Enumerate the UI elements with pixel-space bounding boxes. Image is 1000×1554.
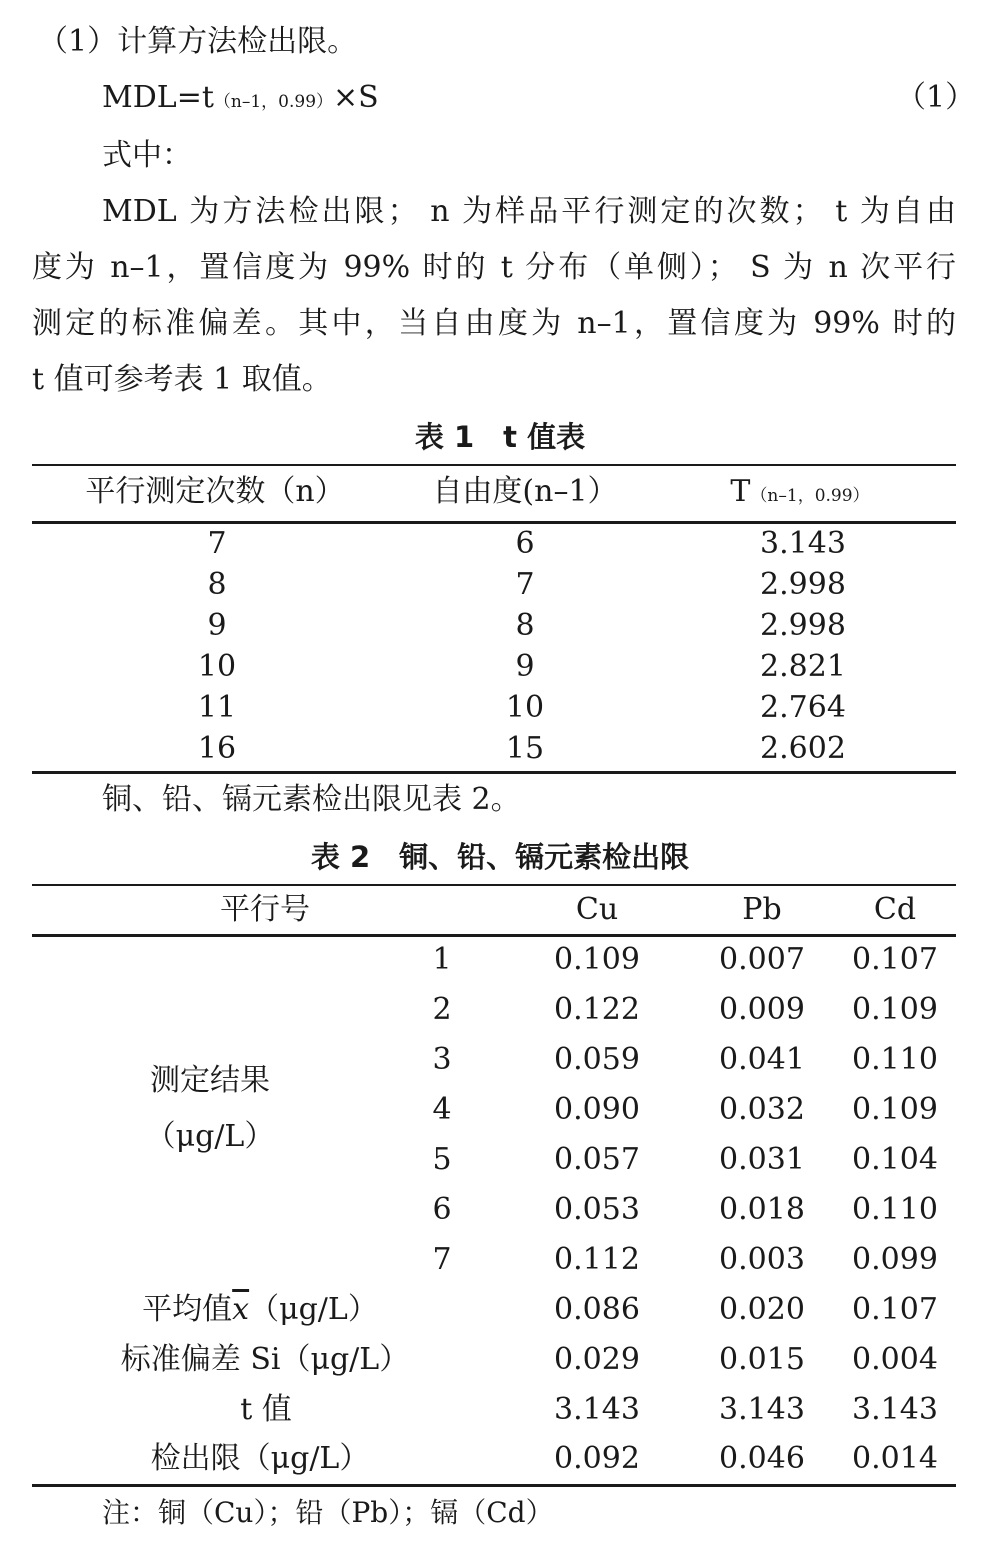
table2-row-index: 1	[432, 942, 452, 977]
formula	[102, 78, 379, 122]
table2-t-label: t 值	[240, 1392, 292, 1427]
table2-cell-cd: 0.107	[852, 942, 938, 977]
table1-cell: 16	[197, 731, 237, 766]
table2-header-rule	[32, 934, 956, 937]
table2-cell-cu: 0.029	[554, 1342, 640, 1377]
table1-cell: 9	[515, 649, 535, 684]
table1-cell: 15	[505, 731, 545, 766]
table2-cell-cu: 0.086	[554, 1292, 640, 1327]
formula-number: （1）	[896, 80, 976, 115]
table2-cell-cu: 0.109	[554, 942, 640, 977]
table2-cell-cd: 0.107	[852, 1292, 938, 1327]
table2-row-index: 3	[432, 1042, 452, 1077]
table2-cell-pb: 0.015	[719, 1342, 805, 1377]
table2-cell-cd: 0.110	[852, 1042, 938, 1077]
formula-lhs: MDL=t	[102, 80, 214, 115]
table1-cell: 11	[197, 690, 237, 725]
table1-header-t-sub: （n–1，0.99）	[750, 486, 870, 506]
table2-group-label-line2: （μg/L）	[145, 1119, 275, 1154]
table2-cell-cd: 0.110	[852, 1192, 938, 1227]
mean-symbol: $\overline{x}$	[232, 1292, 250, 1327]
table2-note: 注：铜（Cu）；铅（Pb）；镉（Cd）	[102, 1496, 554, 1529]
table1-cell: 8	[207, 567, 227, 602]
table2-top-rule	[32, 884, 956, 886]
table2-cell-cu: 0.059	[554, 1042, 640, 1077]
table1-header-t-main: T	[730, 474, 751, 509]
paragraph-line-2: 度为 n–1，置信度为 99% 时的 t 分布（单侧）； S 为 n 次平行	[32, 250, 956, 285]
table1-cell: 2.998	[760, 608, 846, 643]
formula-rhs: ×S	[333, 80, 379, 115]
table1-cell: 2.821	[760, 649, 846, 684]
table2-caption: 表 2 铜、铅、镉元素检出限	[310, 840, 690, 874]
table2-cell-cu: 0.057	[554, 1142, 640, 1177]
table1-cell: 2.764	[760, 690, 846, 725]
table2-mdl-label: 检出限（μg/L）	[150, 1441, 370, 1476]
table2-cell-cd: 0.099	[852, 1242, 938, 1277]
table1-cell: 7	[515, 567, 535, 602]
table2-header-label: 平行号	[220, 892, 310, 927]
table1-cell: 9	[207, 608, 227, 643]
table2-cell-cu: 3.143	[554, 1392, 640, 1427]
where-label: 式中：	[102, 138, 192, 173]
table2-mean-label	[60, 1290, 460, 1330]
table2-row-index: 2	[432, 992, 452, 1027]
table2-cell-cu: 0.112	[554, 1242, 640, 1277]
table2-header-cd: Cd	[873, 892, 917, 927]
table1-cell: 3.143	[760, 526, 846, 561]
table1-header-dof: 自由度(n–1）	[432, 474, 618, 509]
table2-bottom-rule	[32, 1484, 956, 1487]
table1-header-count: 平行测定次数（n）	[85, 474, 345, 509]
table2-intro: 铜、铅、镉元素检出限见表 2。	[102, 782, 521, 817]
paragraph-line-3: 测定的标准偏差。其中，当自由度为 n–1，置信度为 99% 时的	[32, 306, 956, 341]
table1-bottom-rule	[32, 771, 956, 774]
table2-cell-cd: 0.104	[852, 1142, 938, 1177]
table1-cell: 10	[197, 649, 237, 684]
table2-cell-cu: 0.092	[554, 1441, 640, 1476]
table1-cell: 10	[505, 690, 545, 725]
table2-row-index: 7	[432, 1242, 452, 1277]
table2-row-index: 6	[432, 1192, 452, 1227]
table2-cell-pb: 0.007	[719, 942, 805, 977]
paragraph-line-4: t 值可参考表 1 取值。	[32, 362, 332, 397]
table1-caption: 表 1 t 值表	[414, 420, 586, 454]
section-heading: （1）计算方法检出限。	[38, 24, 358, 59]
table2-cell-cd: 3.143	[852, 1392, 938, 1427]
table2-cell-cu: 0.122	[554, 992, 640, 1027]
table2-cell-pb: 0.009	[719, 992, 805, 1027]
table2-cell-cu: 0.090	[554, 1092, 640, 1127]
table2-cell-pb: 0.020	[719, 1292, 805, 1327]
table1-cell: 8	[515, 608, 535, 643]
table2-sd-label: 标准偏差 Si（μg/L）	[120, 1342, 410, 1377]
table2-row-index: 4	[432, 1092, 452, 1127]
table2-cell-pb: 0.031	[719, 1142, 805, 1177]
table2-cell-cd: 0.004	[852, 1342, 938, 1377]
table1-cell: 2.998	[760, 567, 846, 602]
table2-group-label-line1: 测定结果	[150, 1063, 270, 1098]
table2-cell-pb: 0.046	[719, 1441, 805, 1476]
table1-cell: 7	[207, 526, 227, 561]
table2-cell-pb: 0.018	[719, 1192, 805, 1227]
table2-row-index: 5	[432, 1142, 452, 1177]
table1-cell: 2.602	[760, 731, 846, 766]
table1-top-rule	[32, 464, 956, 466]
table2-cell-pb: 0.032	[719, 1092, 805, 1127]
table1-cell: 6	[515, 526, 535, 561]
table2-header-pb: Pb	[742, 892, 782, 927]
table2-cell-cd: 0.014	[852, 1441, 938, 1476]
table1-header-t	[660, 472, 940, 516]
table2-header-cu: Cu	[575, 892, 619, 927]
mean-label-pre: 平均值	[142, 1292, 233, 1327]
formula-subscript: （n–1，0.99）	[213, 92, 334, 112]
mean-label-post: （μg/L）	[249, 1292, 378, 1327]
table2-cell-cd: 0.109	[852, 1092, 938, 1127]
table2-cell-pb: 0.041	[719, 1042, 805, 1077]
table2-cell-pb: 3.143	[719, 1392, 805, 1427]
table2-cell-cu: 0.053	[554, 1192, 640, 1227]
table2-cell-cd: 0.109	[852, 992, 938, 1027]
paragraph-line-1: MDL 为方法检出限； n 为样品平行测定的次数； t 为自由	[102, 194, 956, 229]
table2-cell-pb: 0.003	[719, 1242, 805, 1277]
